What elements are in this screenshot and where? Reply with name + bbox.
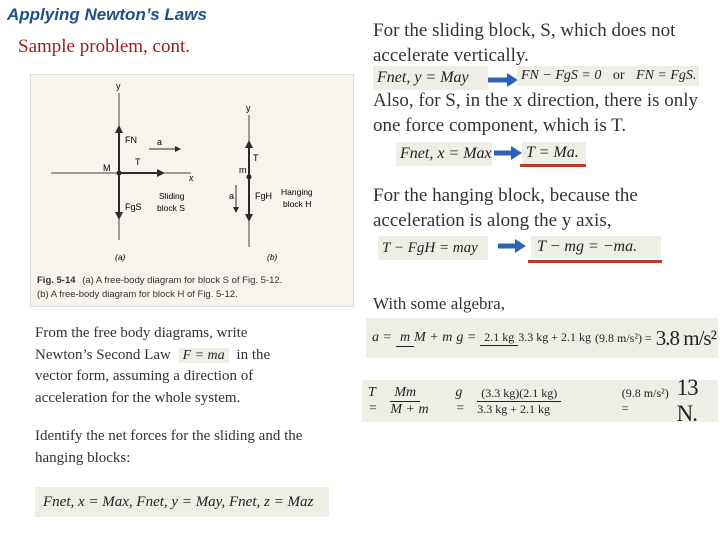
free-body-figure xyxy=(30,74,354,307)
left-paragraph-1: From the free body diagrams, write Newton’s Second Law F = ma in the vector form, assuming a direction of acceleration for the whole system. xyxy=(35,325,271,406)
figure-caption-line1: Fig. 5-14 (a) A free-body diagram for block S of Fig. 5-12. xyxy=(37,275,283,286)
free-body-diagram xyxy=(31,75,353,306)
eq-tension-h: T − mg = −ma. xyxy=(531,236,661,258)
right-paragraph-2: Also, for S, in the x direction, there is only one force component, which is T. xyxy=(373,90,699,136)
underline-red-1 xyxy=(520,164,586,167)
fig-label-t-b: T xyxy=(253,153,259,163)
fig-label-sliding: Sliding xyxy=(159,191,185,201)
right-arrow-icon-2 xyxy=(494,145,522,166)
figure-caption-line2: (b) A free-body diagram for block H of Fig. 5-12. xyxy=(37,289,238,300)
fig-label-a-a: a xyxy=(157,137,163,147)
right-arrow-icon-3 xyxy=(498,238,526,259)
fig-label-block-h: block H xyxy=(283,199,312,209)
eq-tension-result: T = $\frac{Mm}{M + m}$ g = $\frac{(3.3 kg)(2.1 kg)}{3.3 kg + 2.1 kg}$ (9.8 m/s²) = 13 N. xyxy=(362,380,718,422)
page-title: Applying Newton’s Laws xyxy=(7,5,207,24)
eq-normal-force: FN − FgS = 0 or FN = FgS. xyxy=(517,66,699,86)
fig-label-pb: (b) xyxy=(267,252,278,262)
fig-label-pa: (a) xyxy=(115,252,126,262)
result-acceleration: 3.8 m/s² xyxy=(655,325,716,350)
fig-label-y-a: y xyxy=(116,81,121,91)
eq-fnet-x: Fnet, x = Max xyxy=(396,142,492,166)
fig-label-block-s: block S xyxy=(157,203,185,213)
eq-hanging-forces: T − FgH = may xyxy=(378,236,488,260)
fig-label-fgs: FgS xyxy=(125,202,142,212)
right-paragraph-1: For the sliding block, S, which does not accelerate vertically. xyxy=(373,20,676,66)
result-tension: 13 N. xyxy=(676,375,698,426)
fig-label-y-b: y xyxy=(246,103,251,113)
newton-law-inline: F = ma xyxy=(179,348,229,363)
fig-label-fgh: FgH xyxy=(255,191,273,201)
fig-label-a-b: a xyxy=(229,191,235,201)
fig-label-x-a: x xyxy=(189,173,194,183)
left-paragraph-2: Identify the net forces for the sliding and the hanging blocks: xyxy=(35,428,303,466)
fig-label-fn: FN xyxy=(125,135,137,145)
right-paragraph-4: With some algebra, xyxy=(373,294,505,313)
net-force-equations: Fnet, x = Max, Fnet, y = May, Fnet, z = Maz xyxy=(35,487,329,517)
fig-label-t-a: T xyxy=(135,157,141,167)
fig-label-hanging: Hanging xyxy=(281,187,313,197)
fig-label-M: M xyxy=(103,163,111,173)
eq-acceleration: a = m M + m g = 2.1 kg 3.3 kg + 2.1 kg (9.8 m/s²) = 3.8 m/s² xyxy=(366,318,718,358)
page-subtitle: Sample problem, cont. xyxy=(18,36,191,57)
fig-label-m: m xyxy=(239,165,247,175)
underline-red-2 xyxy=(528,260,662,263)
right-paragraph-3: For the hanging block, because the acceleration is along the y axis, xyxy=(373,185,638,231)
eq-fnet-y: Fnet, y = May xyxy=(373,66,488,90)
eq-tension-s: T = Ma. xyxy=(522,142,586,164)
